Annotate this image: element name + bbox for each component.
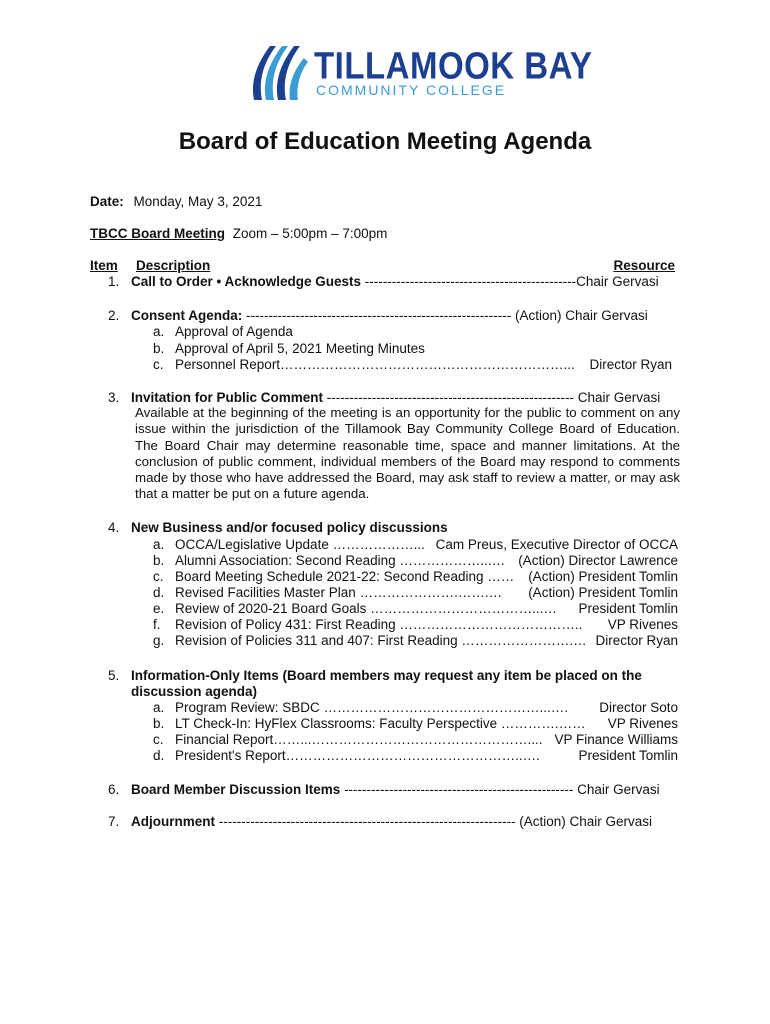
item-7-leader: ------------------------------------------------------------------ [215, 814, 516, 829]
item-2-resource: (Action) Chair Gervasi [511, 308, 648, 323]
item-1 [131, 273, 659, 290]
item-4e-resource: President Tomlin [578, 601, 678, 616]
item-2a-text: Approval of Agenda [175, 324, 293, 339]
item-2a-letter: a. [153, 324, 165, 339]
page-title: Board of Education Meeting Agenda [178, 128, 592, 155]
item-6-title: Board Member Discussion Items [131, 782, 341, 797]
wave-mark-icon [244, 40, 310, 104]
item-5d-resource: President Tomlin [578, 748, 678, 763]
header-description: Description [136, 258, 211, 273]
item-5-title: Information-Only Items (Board members may request any item be placed on the [131, 668, 642, 683]
item-4g-letter: g. [153, 633, 165, 648]
item-6-number: 6. [108, 782, 120, 797]
item-4e-letter: e. [153, 601, 165, 616]
item-3-title: Invitation for Public Comment [131, 390, 324, 405]
date-line [90, 193, 262, 210]
item-4c-letter: c. [153, 569, 164, 584]
item-6 [131, 781, 660, 798]
item-5d-text: President's Report……………………………………………..…. [175, 748, 540, 763]
item-4g-text: Revision of Policies 311 and 407: First Reading …………………….… [175, 633, 587, 648]
item-4f-resource: VP Rivenes [607, 617, 678, 632]
item-7 [131, 813, 652, 830]
meeting-value: Zoom – 5:00pm – 7:00pm [232, 226, 388, 241]
item-5b-text: LT Check-In: HyFlex Classrooms: Faculty Perspective ………….…… [175, 716, 586, 731]
item-4c-resource: (Action) President Tomlin [528, 569, 678, 584]
item-4g-resource: Director Ryan [595, 633, 678, 648]
item-4d-resource: (Action) President Tomlin [528, 585, 678, 600]
item-1-number: 1. [108, 274, 120, 289]
item-2c-resource: Director Ryan [589, 357, 672, 372]
item-5c-letter: c. [153, 732, 164, 747]
item-4b-resource: (Action) Director Lawrence [518, 553, 678, 568]
item-4a-letter: a. [153, 537, 165, 552]
item-4e-text: Review of 2020-21 Board Goals ………………………………...… [175, 601, 557, 616]
item-7-resource: (Action) Chair Gervasi [515, 814, 653, 829]
college-subtitle: COMMUNITY COLLEGE [316, 82, 507, 98]
item-2-title: Consent Agenda: [131, 308, 243, 323]
item-2c-text: Personnel Report………………………………………………………... [175, 357, 575, 372]
item-4d-text: Revised Facilities Master Plan ………………….…….… [175, 585, 503, 600]
item-5d-letter: d. [153, 748, 165, 763]
item-4c-text: Board Meeting Schedule 2021-22: Second Reading …… [175, 569, 515, 584]
item-7-title: Adjournment [131, 814, 215, 829]
item-5b-resource: VP Rivenes [607, 716, 678, 731]
item-1-resource: Chair Gervasi [576, 274, 659, 289]
item-2b-text: Approval of April 5, 2021 Meeting Minutes [175, 341, 425, 356]
item-5-title-continued: discussion agenda) [131, 684, 258, 699]
item-2c-letter: c. [153, 357, 164, 372]
college-logo [244, 40, 593, 104]
college-name: TILLAMOOK BAY [314, 44, 593, 87]
item-5c-text: Financial Report……...………………………………………….... [175, 732, 543, 747]
item-3 [131, 389, 660, 406]
item-5a-resource: Director Soto [599, 700, 678, 715]
item-5a-letter: a. [153, 700, 165, 715]
date-label: Date: [90, 194, 124, 209]
meeting-line [90, 225, 387, 242]
item-3-resource: Chair Gervasi [574, 390, 661, 405]
item-4f-letter: f. [153, 617, 161, 632]
item-4-number: 4. [108, 520, 120, 535]
item-5c-resource: VP Finance Williams [554, 732, 678, 747]
item-1-leader: ----------------------------------------------- [361, 274, 577, 289]
item-4-title: New Business and/or focused policy discussions [131, 520, 448, 535]
header-resource: Resource [613, 258, 675, 273]
item-4d-letter: d. [153, 585, 165, 600]
item-4b-letter: b. [153, 553, 165, 568]
item-2-leader: ----------------------------------------------------------- [242, 308, 512, 323]
item-3-number: 3. [108, 390, 120, 405]
item-2-number: 2. [108, 308, 120, 323]
item-5-number: 5. [108, 668, 120, 683]
item-5a-text: Program Review: SBDC …………………………………………...…. [175, 700, 569, 715]
item-6-resource: Chair Gervasi [573, 782, 660, 797]
public-comment-paragraph: Available at the beginning of the meeting is an opportunity for the public to comment on any issue within the jurisdiction of the Tillamook Bay Community College Board of Education. The Board Chair may determine reasonable time, space and manner limitations. At the conclusion of public comment, individual members of the Board may respond to comments made by those who have addressed the Board, may ask staff to review a matter, or may ask that a matter be put on a future agenda. [135, 405, 680, 502]
item-2b-letter: b. [153, 341, 165, 356]
item-4a-text: OCCA/Legislative Update ………………... [175, 537, 425, 552]
item-4f-text: Revision of Policy 431: First Reading ………………………………….. [175, 617, 583, 632]
meeting-label: TBCC Board Meeting [90, 226, 225, 241]
item-7-number: 7. [108, 814, 120, 829]
item-6-leader: --------------------------------------------------- [340, 782, 574, 797]
item-5b-letter: b. [153, 716, 165, 731]
item-3-leader: ------------------------------------------------------- [323, 390, 575, 405]
item-2 [131, 307, 648, 324]
date-value: Monday, May 3, 2021 [133, 194, 263, 209]
item-1-title: Call to Order • Acknowledge Guests [131, 274, 362, 289]
header-item: Item [90, 258, 118, 273]
item-4b-text: Alumni Association: Second Reading ………………...… [175, 553, 506, 568]
item-4a-resource: Cam Preus, Executive Director of OCCA [435, 537, 678, 552]
